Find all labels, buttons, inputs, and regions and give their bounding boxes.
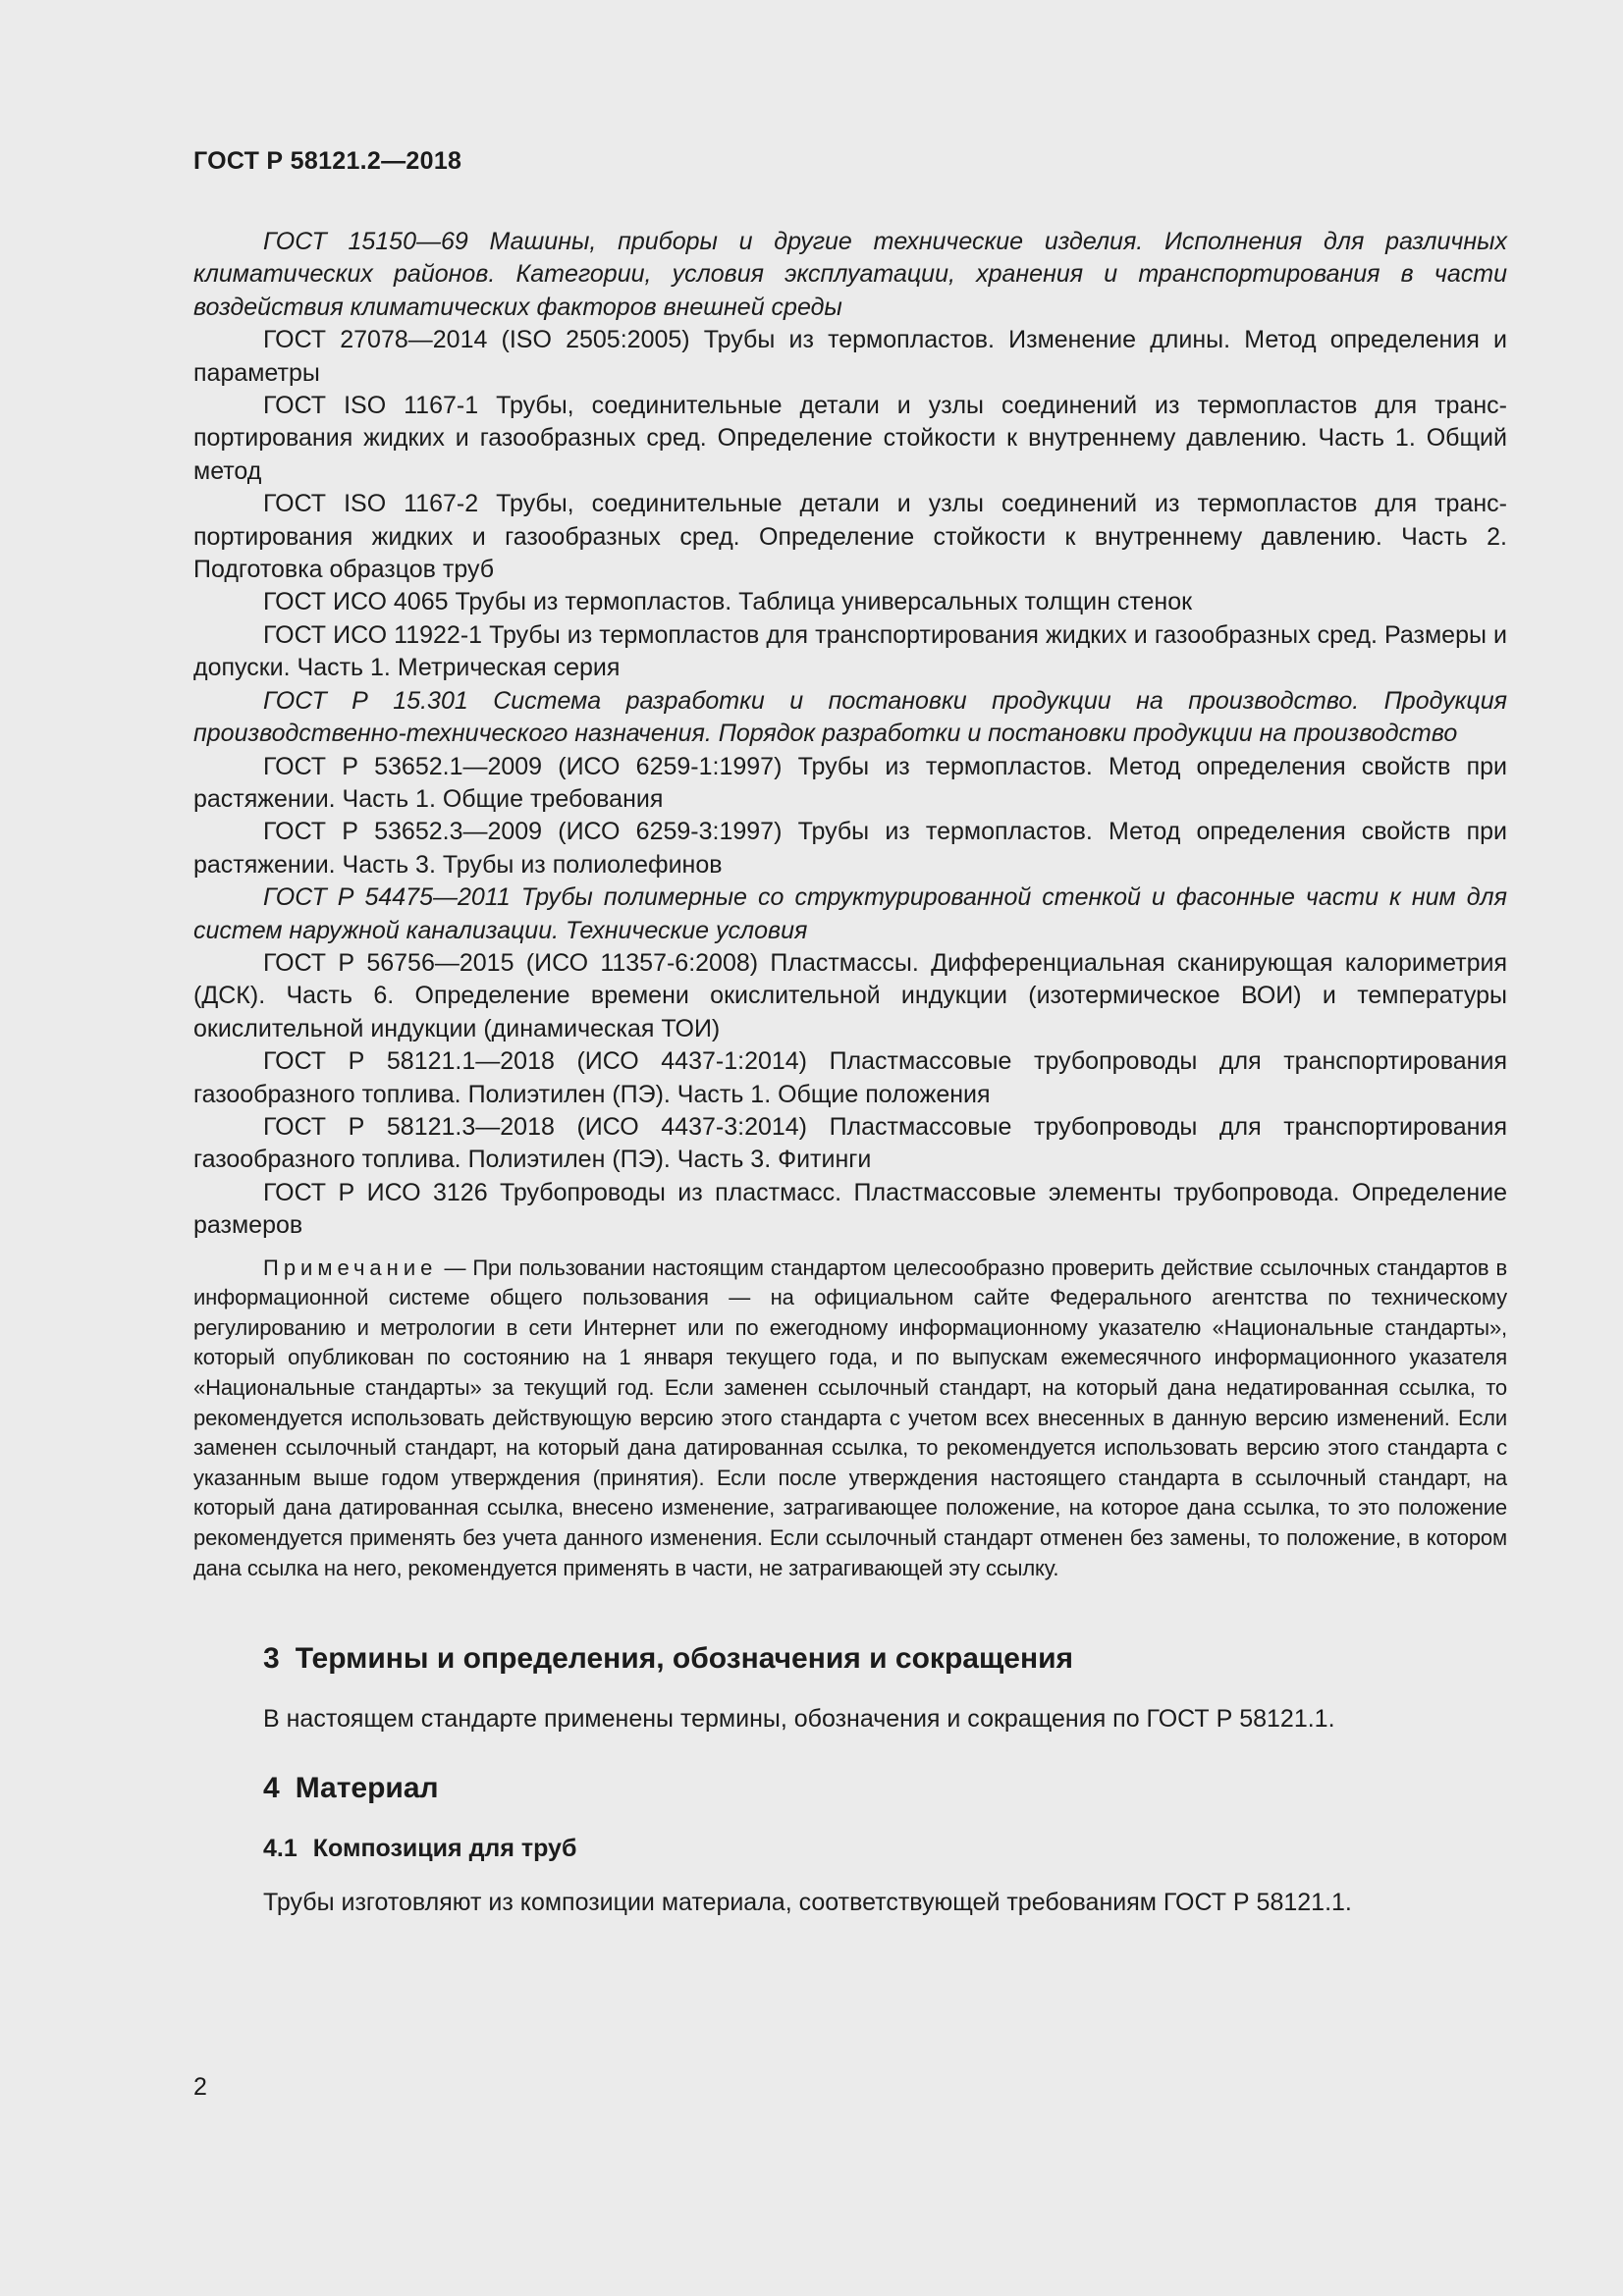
section-4-title: Материал (295, 1771, 439, 1804)
section-3-text: В настоящем стандарте применены термины, обозначения и сокращения по ГОСТ Р 58121.1. (263, 1705, 1335, 1734)
reference-item: ГОСТ ИСО 4065 Трубы из термопластов. Таблица универсальных толщин стенок (263, 588, 1193, 616)
reference-item: ГОСТ Р 53652.3—2009 (ИСО 6259-3:1997) Трубы из термопластов. Метод определения свойств при растяжении. Часть 3. Трубы из полиолефинов (193, 818, 1507, 879)
reference-item: ГОСТ ИСО 11922-1 Трубы из термопластов для транспортирования жидких и газообразных сред. Размеры и допуски. Часть 1. Метрическая серия (193, 620, 1507, 682)
note-text: — При пользовании настоящим стандартом целесообразно проверить действие ссылочных стандартов в информационной системе общего пользования — на официальном сайте Федерального агентства по техническому регулированию и метрологии в сети Интернет или по ежегодному информационному указателю «Национальные стандарты», который опубликован по состоянию на 1 января текущего года, и по выпускам ежемесячного информационного указателя «Национальные стандарты» за текущий год. Если заменен ссылочный стандарт, на который дана недатированная ссылка, то рекомендуется использовать действующую версию этого стандарта с учетом всех внесенных в данную версию изменений. Если заменен ссылочный стандарт, на который дана датированная ссылка, то рекомендуется использовать версию этого стандарта с указанным выше годом утверждения (принятия). Если после утверждения настоящего стандарта в ссылочный стандарт, на который дана датированная ссылка, внесено изменение, затрагивающее положение, на которое дана ссылка, то это положение рекомендуется применять без учета данного изменения. Если ссылочный стандарт отменен без замены, то положение, в котором дана ссылка на него, рекомендуется применять в части, не затрагивающей эту ссылку. (193, 1255, 1507, 1580)
subsection-4-1-number: 4.1 (263, 1834, 298, 1862)
reference-item: ГОСТ Р ИСО 3126 Трубопроводы из пластмасс. Пластмассовые элементы трубопровода. Определение размеров (193, 1178, 1507, 1240)
reference-item: ГОСТ Р 58121.3—2018 (ИСО 4437-3:2014) Пластмассовые трубопроводы для транспортирования газообразного топлива. Полиэтилен (ПЭ). Часть 3. Фитинги (193, 1112, 1507, 1174)
reference-item: ГОСТ 15150—69 Машины, приборы и другие технические изделия. Исполнения для различных климатических районов. Категории, условия эксплуатации, хранения и транспортирования в части воздействия климатических факторов внешней среды (193, 228, 1507, 321)
reference-item: ГОСТ ISO 1167-2 Трубы, соединительные детали и узлы соединений из термопластов для транспортирования жидких и газообразных сред. Определение стойкости к внутреннему давлению. Часть 2. Подготовка образцов труб (193, 490, 1507, 584)
document-header-title: ГОСТ Р 58121.2—2018 (193, 147, 462, 175)
reference-item: ГОСТ 27078—2014 (ISO 2505:2005) Трубы из термопластов. Изменение длины. Метод определения и параметры (193, 326, 1507, 387)
subsection-4-1-heading (193, 1835, 1507, 1863)
subsection-4-1-text: Трубы изготовляют из композиции материала, соответствующей требованиям ГОСТ Р 58121.1. (263, 1888, 1352, 1916)
reference-item: ГОСТ Р 54475—2011 Трубы полимерные со структурированной стенкой и фасонные части к ним для систем наружной канализации. Технические условия (193, 883, 1507, 944)
note-paragraph (193, 1254, 1507, 1584)
section-4-heading (193, 1772, 1507, 1805)
reference-item: ГОСТ ISO 1167-1 Трубы, соединительные детали и узлы соединений из термопластов для транспортирования жидких и газообразных сред. Определение стойкости к внутреннему давлению. Часть 1. Общий метод (193, 392, 1507, 485)
section-3-title: Термины и определения, обозначения и сокращения (295, 1642, 1074, 1676)
reference-item: ГОСТ Р 53652.1—2009 (ИСО 6259-1:1997) Трубы из термопластов. Метод определения свойств при растяжении. Часть 1. Общие требования (193, 752, 1507, 813)
note-label: Примечание (263, 1255, 438, 1280)
section-4-number: 4 (263, 1771, 280, 1804)
section-3-heading (193, 1642, 1507, 1676)
section-3-number: 3 (263, 1642, 280, 1676)
document-body (193, 226, 1507, 1919)
subsection-4-1-title: Композиция для труб (312, 1834, 577, 1862)
reference-item: ГОСТ Р 58121.1—2018 (ИСО 4437-1:2014) Пластмассовые трубопроводы для транспортирования газообразного топлива. Полиэтилен (ПЭ). Часть 1. Общие положения (193, 1047, 1507, 1108)
normative-references-list (193, 226, 1507, 1243)
reference-item: ГОСТ Р 15.301 Система разработки и постановки продукции на производство. Продукция производственно-технического назначения. Порядок разработки и постановки продукции на производство (193, 686, 1507, 748)
reference-item: ГОСТ Р 56756—2015 (ИСО 11357-6:2008) Пластмассы. Дифференциальная сканирующая калориметрия (ДСК). Часть 6. Определение времени окислительной индукции (изотермическое ВОИ) и температуры окислительной индукции (динамическая ТОИ) (193, 948, 1507, 1042)
page-number: 2 (193, 2073, 207, 2101)
